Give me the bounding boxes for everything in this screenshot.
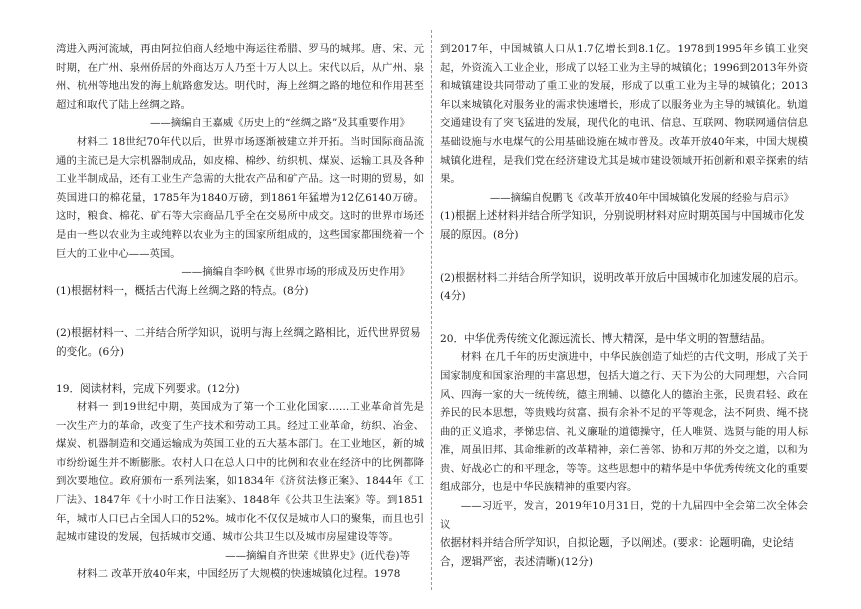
q19-material-two-continued: 到2017年，中国城镇人口从1.7亿增长到8.1亿。1978到1995年乡镇工业突起，外资流入工业企业，形成了以轻工业为主导的城镇化；1996到2013年外资和城镇建设共同带动了重工业的发展，形成了以重工业为主导的城镇化；2013年以来城镇化对服务业的需求快速增长，形成了以服务业为主导的城镇化。轨道交通建设有了突飞猛进的发展，现代化的电讯、信息、互联网、物联网通信信息基础设施与水电煤气的公用基础设施在城市普及。改革开放40年来，中国大规模城镇化进程，是我们党在经济建设尤其是城市建设领域开拓创新和艰辛探索的结果。 [440, 43, 808, 186]
material-two-text: 材料二 18世纪70年代以后，世界市场逐渐被建立并开拓。当时国际商品流通的主流已是大宗机器制成品，如皮棉、棉纱、纺织机、煤炭、运输工具及各种工业半制成品，还有工业生产急需的大批农产品和矿产品。这一时期的贸易，如英国进口的棉花量，1785年为1840万磅，到1861年猛增为12亿6140万磅。这时，粮食、棉花、矿石等大宗商品几乎全在交易所中成交。这时的世界市场还是由一些以农业为主或纯粹以农业为主的国家所组成的，这些国家都围绕着一个巨大的工业中心——英国。 [56, 135, 424, 260]
answer-space [440, 306, 808, 330]
question-19-heading: 19．阅读材料，完成下列要求。(12分) [56, 382, 240, 395]
column-divider [431, 30, 432, 590]
question-19-2: (2)根据材料二并结合所学知识，说明改革开放后中国城市化加速发展的启示。(4分) [440, 271, 805, 303]
answer-space [440, 245, 808, 269]
q20-material-source: ——习近平，发言，2019年10月31日，党的十九届四中全会第二次全体会议 [440, 500, 808, 531]
question-20-heading: 20．中华优秀传统文化源远流长、博大精深，是中华文明的智慧结晶。 [440, 332, 772, 345]
answer-space [56, 362, 424, 380]
question-20-task: 依据材料并结合所学知识，自拟论题，予以阐述。(要求：论题明确，史论结合，逻辑严密，表述清晰)(12分) [440, 537, 794, 568]
question-18-2: (2)根据材料一、二并结合所学知识，说明与海上丝绸之路相比，近代世界贸易的变化。(6分) [56, 327, 421, 358]
question-19-1: (1)根据上述材料并结合所学知识，分别说明材料对应时期英国与中国城市化发展的原因。(8分) [440, 210, 805, 241]
q20-material: 材料 在几千年的历史演进中，中华民族创造了灿烂的古代文明，形成了关于国家制度和国家治理的丰富思想，包括大道之行、天下为公的大同理想，六合同风、四海一家的大一统传统，德主刑辅、以德化人的德治主张，民贵君轻、政在养民的民本思想，等贵贱均贫富、损有余补不足的平等观念，法不阿贵、绳不挠曲的正义追求，孝悌忠信、礼义廉耻的道德操守，任人唯贤、选贤与能的用人标准，周虽旧邦、其命维新的改革精神，亲仁善邻、协和万邦的外交之道，以和为贵、好战必亡的和平理念，等等。这些思想中的精华是中华优秀传统文化的重要组成部分，也是中华民族精神的重要内容。 [440, 351, 808, 494]
right-column [440, 40, 808, 571]
left-column [56, 40, 424, 584]
q19-material-two-start: 材料二 改革开放40年来，中国经历了大规模的快速城镇化过程。1978 [76, 568, 401, 581]
material-one-source: ——摘编自王嘉威《历史上的“丝绸之路”及其重要作用》 [150, 117, 410, 130]
answer-space [56, 300, 424, 324]
question-18-1: (1)根据材料一，概括古代海上丝绸之路的特点。(8分) [56, 284, 309, 297]
q19-material-one: 材料一 到19世纪中期，英国成为了第一个工业化国家……工业革命首先是一次生产力的革命，改变了生产技术和劳动工具。经过工业革命，纺织、冶金、煤炭、机器制造和交通运输成为英国工业的五大基本部门。在工业地区，新的城市纷纷诞生并不断膨胀。农村人口在总人口中的比例和农业在经济中的比例都降到次要地位。政府颁布一系列法案，如1834年《济贫法修正案》、1844年《工厂法》、1847年《十小时工作日法案》、1848年《公共卫生法案》等。到1851年，城市人口已占全国人口的52%。城市化不仅仅是城市人口的聚集，而且也引起城市建设的发展，包括城市交通、城市公共卫生以及城市房屋建设等等。 [56, 401, 424, 544]
material-one-text: 湾进入两河流域，再由阿拉伯商人经地中海运往希腊、罗马的城邦。唐、宋、元时期，在广州、泉州侨居的外商达万人乃至十万人以上。宋代以后，从广州、泉州、杭州等地出发的海上航路愈发达。明代时，海上丝绸之路的地位和作用甚至超过和取代了陆上丝绸之路。 [56, 43, 424, 111]
q19-material-one-source: ——摘编自齐世荣《世界史》(近代卷)等 [225, 549, 410, 562]
material-two-source: ——摘编自李吟枫《世界市场的形成及历史作用》 [181, 266, 410, 279]
q19-material-two-source: ——摘编自倪鹏飞《改革开放40年中国城镇化发展的经验与启示》 [489, 191, 794, 204]
